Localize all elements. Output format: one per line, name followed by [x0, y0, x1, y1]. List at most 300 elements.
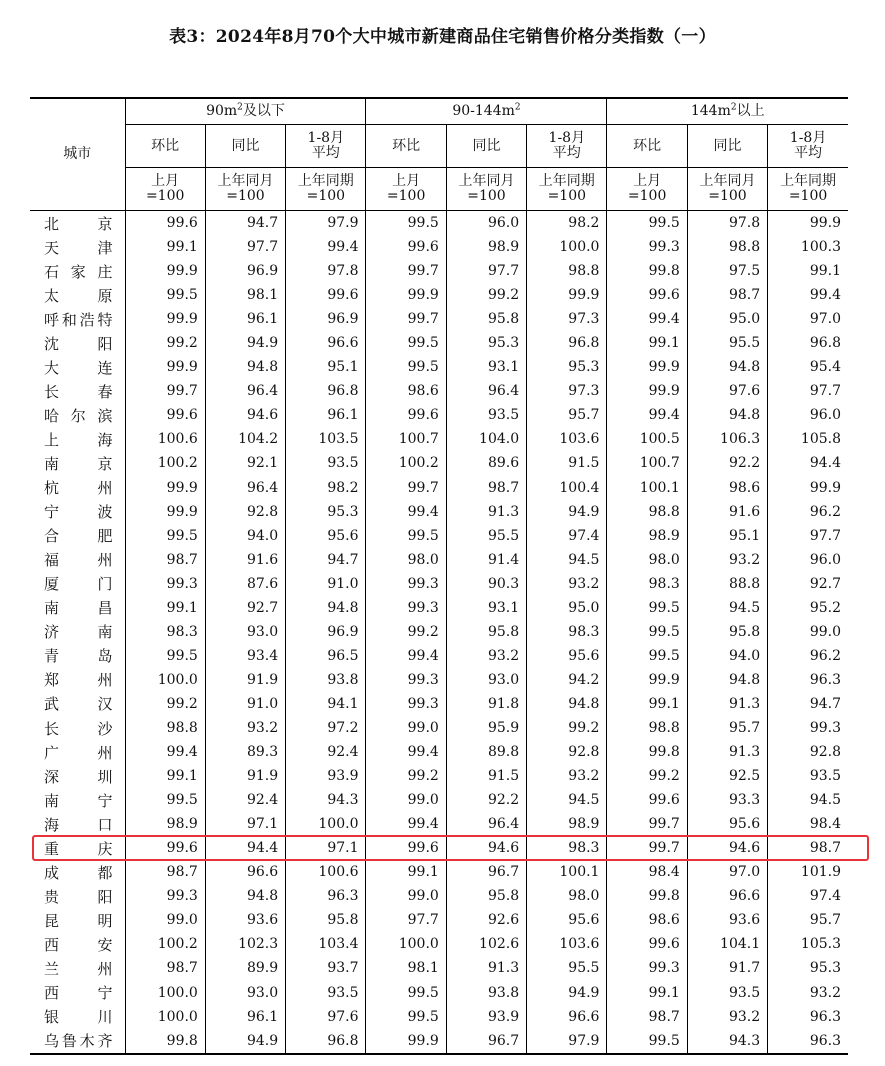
value-cell: 92.2: [446, 788, 526, 812]
value-cell: 100.0: [125, 668, 205, 692]
value-cell: 99.7: [366, 307, 446, 331]
table-title: 表3：2024年8月70个大中城市新建商品住宅销售价格分类指数（一）: [169, 27, 716, 47]
value-cell: 98.6: [687, 476, 767, 500]
value-cell: 95.8: [687, 620, 767, 644]
value-cell: 99.7: [125, 379, 205, 403]
value-cell: 99.8: [125, 1029, 205, 1054]
city-name-cell: 杭州: [30, 476, 125, 500]
value-cell: 99.2: [125, 692, 205, 716]
value-cell: 100.0: [366, 932, 446, 956]
value-cell: 97.4: [527, 524, 607, 548]
value-cell: 99.2: [366, 620, 446, 644]
value-cell: 99.4: [286, 235, 366, 259]
table-row: [30, 331, 848, 355]
value-cell: 96.8: [286, 1029, 366, 1054]
value-cell: 97.0: [687, 860, 767, 884]
value-cell: 99.8: [607, 884, 687, 908]
value-cell: 91.0: [205, 692, 285, 716]
value-cell: 99.0: [768, 620, 848, 644]
value-cell: 106.3: [687, 427, 767, 451]
value-cell: 95.4: [768, 355, 848, 379]
value-cell: 99.6: [125, 836, 205, 860]
table-body: [30, 211, 848, 1054]
value-cell: 104.2: [205, 427, 285, 451]
city-name-cell: 天津: [30, 235, 125, 259]
value-cell: 99.1: [125, 596, 205, 620]
table-row: [30, 1029, 848, 1054]
city-name-cell: 呼和浩特: [30, 307, 125, 331]
value-cell: 93.0: [446, 668, 526, 692]
value-cell: 91.9: [205, 668, 285, 692]
value-cell: 93.5: [286, 981, 366, 1005]
base-header-line2: =100: [306, 188, 346, 204]
value-cell: 99.1: [366, 860, 446, 884]
value-cell: 99.6: [366, 403, 446, 427]
table-header: [30, 98, 848, 211]
sub-header-cell: [286, 125, 366, 168]
value-cell: 98.0: [607, 548, 687, 572]
value-cell: 100.1: [607, 476, 687, 500]
value-cell: 95.6: [687, 812, 767, 836]
value-cell: 93.9: [446, 1005, 526, 1029]
value-cell: 97.1: [286, 836, 366, 860]
value-cell: 96.6: [286, 331, 366, 355]
table-row: [30, 908, 848, 932]
value-cell: 99.5: [125, 283, 205, 307]
value-cell: 103.5: [286, 427, 366, 451]
city-name-cell: 上海: [30, 427, 125, 451]
base-header-line2: =100: [788, 188, 828, 204]
value-cell: 91.5: [527, 451, 607, 475]
base-header-line1: 上月: [151, 173, 180, 190]
value-cell: 98.0: [366, 548, 446, 572]
value-cell: 93.2: [527, 764, 607, 788]
value-cell: 95.5: [687, 331, 767, 355]
value-cell: 96.0: [446, 211, 526, 236]
city-name-cell: 长沙: [30, 716, 125, 740]
table-row: [30, 596, 848, 620]
value-cell: 97.4: [768, 884, 848, 908]
value-cell: 93.9: [286, 764, 366, 788]
city-name-cell: 广州: [30, 740, 125, 764]
city-name-cell: 大连: [30, 355, 125, 379]
value-cell: 94.5: [527, 788, 607, 812]
value-cell: 95.1: [286, 355, 366, 379]
value-cell: 93.6: [205, 908, 285, 932]
table-row: [30, 235, 848, 259]
value-cell: 96.8: [527, 331, 607, 355]
value-cell: 99.2: [446, 283, 526, 307]
value-cell: 99.4: [366, 500, 446, 524]
value-cell: 98.7: [125, 548, 205, 572]
value-cell: 96.6: [205, 860, 285, 884]
value-cell: 96.9: [286, 307, 366, 331]
value-cell: 98.6: [607, 908, 687, 932]
city-name-cell: 乌鲁木齐: [30, 1029, 125, 1054]
value-cell: 94.8: [687, 403, 767, 427]
sub-header-cell: [607, 125, 687, 168]
base-header-line2: =100: [145, 188, 185, 204]
value-cell: 95.7: [687, 716, 767, 740]
table-row: [30, 1005, 848, 1029]
value-cell: 94.5: [527, 548, 607, 572]
table-row: [30, 620, 848, 644]
value-cell: 91.0: [286, 572, 366, 596]
value-cell: 100.0: [125, 981, 205, 1005]
value-cell: 94.7: [205, 211, 285, 236]
value-cell: 97.5: [687, 259, 767, 283]
value-cell: 98.1: [366, 956, 446, 980]
value-cell: 99.4: [366, 740, 446, 764]
value-cell: 96.2: [768, 644, 848, 668]
value-cell: 93.0: [205, 620, 285, 644]
value-cell: 99.4: [125, 740, 205, 764]
value-cell: 89.3: [205, 740, 285, 764]
value-cell: 94.8: [205, 884, 285, 908]
group-header-medium: $90-144m^2$: [366, 98, 607, 125]
table-row: [30, 283, 848, 307]
base-header-cell: [446, 168, 526, 211]
city-name-cell: 深圳: [30, 764, 125, 788]
city-name-cell: 南昌: [30, 596, 125, 620]
value-cell: 88.8: [687, 572, 767, 596]
value-cell: 99.7: [366, 476, 446, 500]
value-cell: 104.1: [687, 932, 767, 956]
value-cell: 92.7: [205, 596, 285, 620]
value-cell: 98.4: [768, 812, 848, 836]
value-cell: 95.3: [768, 956, 848, 980]
value-cell: 95.0: [687, 307, 767, 331]
value-cell: 96.4: [205, 379, 285, 403]
value-cell: 99.9: [125, 476, 205, 500]
value-cell: 99.9: [768, 211, 848, 236]
value-cell: 99.9: [607, 668, 687, 692]
value-cell: 92.2: [687, 451, 767, 475]
value-cell: 91.7: [687, 956, 767, 980]
table-row: [30, 259, 848, 283]
sub-header-cell: [205, 125, 285, 168]
value-cell: 95.5: [446, 524, 526, 548]
value-cell: 95.8: [446, 307, 526, 331]
value-cell: 96.2: [768, 500, 848, 524]
value-cell: 92.4: [286, 740, 366, 764]
value-cell: 95.7: [768, 908, 848, 932]
value-cell: 99.9: [125, 259, 205, 283]
value-cell: 92.1: [205, 451, 285, 475]
value-cell: 95.1: [687, 524, 767, 548]
city-name-cell: 厦门: [30, 572, 125, 596]
value-cell: 99.3: [607, 235, 687, 259]
sub-header-line1: 环比: [633, 137, 662, 154]
base-header-cell: [286, 168, 366, 211]
table-row: [30, 860, 848, 884]
city-name-cell: 西安: [30, 932, 125, 956]
value-cell: 100.0: [527, 235, 607, 259]
value-cell: 93.2: [687, 1005, 767, 1029]
city-name-cell: 西宁: [30, 981, 125, 1005]
city-name-cell: 海口: [30, 812, 125, 836]
city-name-cell: 福州: [30, 548, 125, 572]
value-cell: 101.9: [768, 860, 848, 884]
value-cell: 99.5: [125, 788, 205, 812]
value-cell: 95.8: [446, 884, 526, 908]
value-cell: 98.7: [125, 956, 205, 980]
value-cell: 100.7: [607, 451, 687, 475]
value-cell: 98.6: [366, 379, 446, 403]
sub-header-line1: 同比: [231, 137, 260, 154]
value-cell: 99.2: [527, 716, 607, 740]
value-cell: 97.7: [768, 524, 848, 548]
base-header-line2: =100: [226, 188, 265, 204]
base-header-cell: [366, 168, 446, 211]
table-row: [30, 788, 848, 812]
base-header-cell: [607, 168, 687, 211]
city-name-cell: 济南: [30, 620, 125, 644]
value-cell: 98.2: [527, 211, 607, 236]
value-cell: 98.8: [607, 500, 687, 524]
value-cell: 99.1: [125, 764, 205, 788]
value-cell: 99.0: [366, 788, 446, 812]
value-cell: 93.5: [687, 981, 767, 1005]
value-cell: 93.0: [205, 981, 285, 1005]
value-cell: 99.4: [607, 403, 687, 427]
value-cell: 93.2: [527, 572, 607, 596]
value-cell: 94.6: [446, 836, 526, 860]
value-cell: 99.3: [125, 884, 205, 908]
base-header-row: [30, 168, 848, 211]
value-cell: 96.9: [286, 620, 366, 644]
base-header-line1: 上月: [633, 173, 662, 190]
base-header-line1: 上年同期: [780, 173, 837, 190]
base-header-line2: =100: [467, 188, 506, 204]
value-cell: 99.9: [768, 476, 848, 500]
sub-header-cell: [125, 125, 205, 168]
value-cell: 99.6: [366, 235, 446, 259]
value-cell: 89.8: [446, 740, 526, 764]
sub-header-line2: 平均: [794, 145, 823, 161]
value-cell: 98.1: [205, 283, 285, 307]
value-cell: 92.8: [205, 500, 285, 524]
value-cell: 100.0: [286, 812, 366, 836]
value-cell: 99.7: [607, 836, 687, 860]
base-header-line1: 上年同期: [538, 173, 595, 190]
value-cell: 99.5: [366, 981, 446, 1005]
value-cell: 99.6: [607, 788, 687, 812]
value-cell: 99.1: [607, 331, 687, 355]
value-cell: 94.8: [205, 355, 285, 379]
value-cell: 91.3: [446, 500, 526, 524]
value-cell: 94.3: [687, 1029, 767, 1054]
value-cell: 99.4: [366, 644, 446, 668]
value-cell: 97.7: [366, 908, 446, 932]
value-cell: 96.6: [527, 1005, 607, 1029]
value-cell: 99.8: [607, 740, 687, 764]
sub-header-cell: [768, 125, 848, 168]
value-cell: 95.3: [527, 355, 607, 379]
value-cell: 94.4: [205, 836, 285, 860]
value-cell: 100.2: [125, 451, 205, 475]
value-cell: 97.7: [205, 235, 285, 259]
base-header-line1: 上年同月: [458, 173, 515, 190]
base-header-line1: 上年同月: [699, 173, 756, 190]
value-cell: 96.3: [768, 1005, 848, 1029]
value-cell: 95.8: [446, 620, 526, 644]
base-header-cell: [687, 168, 767, 211]
value-cell: 99.5: [366, 524, 446, 548]
value-cell: 97.8: [286, 259, 366, 283]
value-cell: 100.2: [125, 932, 205, 956]
table-row: [30, 500, 848, 524]
city-name-cell: 宁波: [30, 500, 125, 524]
sub-header-line1: 同比: [713, 137, 742, 154]
table-row: [30, 668, 848, 692]
sub-header-line2: 平均: [311, 145, 340, 161]
value-cell: 99.4: [607, 307, 687, 331]
value-cell: 97.6: [687, 379, 767, 403]
value-cell: 97.1: [205, 812, 285, 836]
value-cell: 99.9: [366, 1029, 446, 1054]
value-cell: 102.6: [446, 932, 526, 956]
sub-header-row: [30, 125, 848, 168]
value-cell: 95.3: [286, 500, 366, 524]
city-name-cell: 成都: [30, 860, 125, 884]
value-cell: 98.9: [125, 812, 205, 836]
value-cell: 94.8: [687, 355, 767, 379]
city-name-cell: 太原: [30, 283, 125, 307]
value-cell: 94.9: [527, 981, 607, 1005]
value-cell: 99.9: [607, 379, 687, 403]
value-cell: 96.1: [286, 403, 366, 427]
table-row: [30, 403, 848, 427]
value-cell: 100.5: [607, 427, 687, 451]
value-cell: 92.4: [205, 788, 285, 812]
value-cell: 99.6: [607, 932, 687, 956]
value-cell: 99.1: [607, 981, 687, 1005]
value-cell: 99.3: [366, 596, 446, 620]
value-cell: 99.6: [366, 836, 446, 860]
value-cell: 98.3: [527, 836, 607, 860]
base-header-cell: [768, 168, 848, 211]
value-cell: 100.1: [527, 860, 607, 884]
value-cell: 96.4: [446, 379, 526, 403]
value-cell: 99.4: [768, 283, 848, 307]
base-header-line2: =100: [627, 188, 667, 204]
value-cell: 91.4: [446, 548, 526, 572]
value-cell: 91.5: [446, 764, 526, 788]
value-cell: 98.9: [527, 812, 607, 836]
value-cell: 99.5: [366, 331, 446, 355]
table-row: [30, 692, 848, 716]
sub-header-line1: 1-8月: [548, 130, 586, 147]
value-cell: 94.6: [687, 836, 767, 860]
value-cell: 98.8: [607, 716, 687, 740]
table-row: [30, 644, 848, 668]
value-cell: 98.0: [527, 884, 607, 908]
sub-header-cell: [366, 125, 446, 168]
city-name-cell: 石家庄: [30, 259, 125, 283]
value-cell: 94.6: [205, 403, 285, 427]
value-cell: 99.5: [366, 211, 446, 236]
city-name-cell: 青岛: [30, 644, 125, 668]
table-row: [30, 524, 848, 548]
value-cell: 98.7: [687, 283, 767, 307]
value-cell: 93.8: [446, 981, 526, 1005]
value-cell: 93.7: [286, 956, 366, 980]
value-cell: 98.3: [125, 620, 205, 644]
value-cell: 98.9: [446, 235, 526, 259]
value-cell: 91.3: [446, 956, 526, 980]
city-name-cell: 昆明: [30, 908, 125, 932]
group-header-large: $144m^2$以上: [607, 98, 848, 125]
value-cell: 100.0: [125, 1005, 205, 1029]
city-name-cell: 重庆: [30, 836, 125, 860]
value-cell: 97.9: [527, 1029, 607, 1054]
value-cell: 99.2: [366, 764, 446, 788]
value-cell: 93.1: [446, 355, 526, 379]
value-cell: 95.7: [527, 403, 607, 427]
value-cell: 99.6: [125, 211, 205, 236]
value-cell: 93.5: [446, 403, 526, 427]
value-cell: 96.1: [205, 1005, 285, 1029]
value-cell: 95.8: [286, 908, 366, 932]
value-cell: 99.9: [527, 283, 607, 307]
value-cell: 98.8: [527, 259, 607, 283]
sub-header-line1: 同比: [472, 137, 501, 154]
value-cell: 95.5: [527, 956, 607, 980]
value-cell: 96.7: [446, 860, 526, 884]
base-header-line1: 上月: [392, 173, 421, 190]
sub-header-line1: 环比: [151, 137, 180, 154]
table-row: [30, 884, 848, 908]
value-cell: 99.5: [607, 596, 687, 620]
value-cell: 99.3: [768, 716, 848, 740]
value-cell: 99.0: [366, 884, 446, 908]
city-name-cell: 长春: [30, 379, 125, 403]
table-row: [30, 572, 848, 596]
value-cell: 100.4: [527, 476, 607, 500]
value-cell: 87.6: [205, 572, 285, 596]
base-header-line2: =100: [708, 188, 747, 204]
value-cell: 96.3: [768, 1029, 848, 1054]
base-header-line1: 上年同月: [217, 173, 274, 190]
value-cell: 96.5: [286, 644, 366, 668]
value-cell: 104.0: [446, 427, 526, 451]
value-cell: 95.3: [446, 331, 526, 355]
value-cell: 91.9: [205, 764, 285, 788]
base-header-cell: [125, 168, 205, 211]
value-cell: 99.9: [125, 355, 205, 379]
value-cell: 89.9: [205, 956, 285, 980]
value-cell: 95.6: [286, 524, 366, 548]
value-cell: 94.0: [205, 524, 285, 548]
value-cell: 97.0: [768, 307, 848, 331]
value-cell: 93.5: [768, 764, 848, 788]
city-name-cell: 南宁: [30, 788, 125, 812]
table-row: [30, 451, 848, 475]
value-cell: 99.5: [607, 211, 687, 236]
sub-header-line1: 1-8月: [307, 130, 345, 147]
value-cell: 98.4: [607, 860, 687, 884]
table-row: [30, 764, 848, 788]
value-cell: 93.2: [446, 644, 526, 668]
sub-header-cell: [446, 125, 526, 168]
value-cell: 96.0: [768, 403, 848, 427]
sub-header-line2: 平均: [552, 145, 581, 161]
value-cell: 94.7: [768, 692, 848, 716]
city-name-cell: 贵阳: [30, 884, 125, 908]
value-cell: 94.9: [205, 1029, 285, 1054]
value-cell: 91.8: [446, 692, 526, 716]
